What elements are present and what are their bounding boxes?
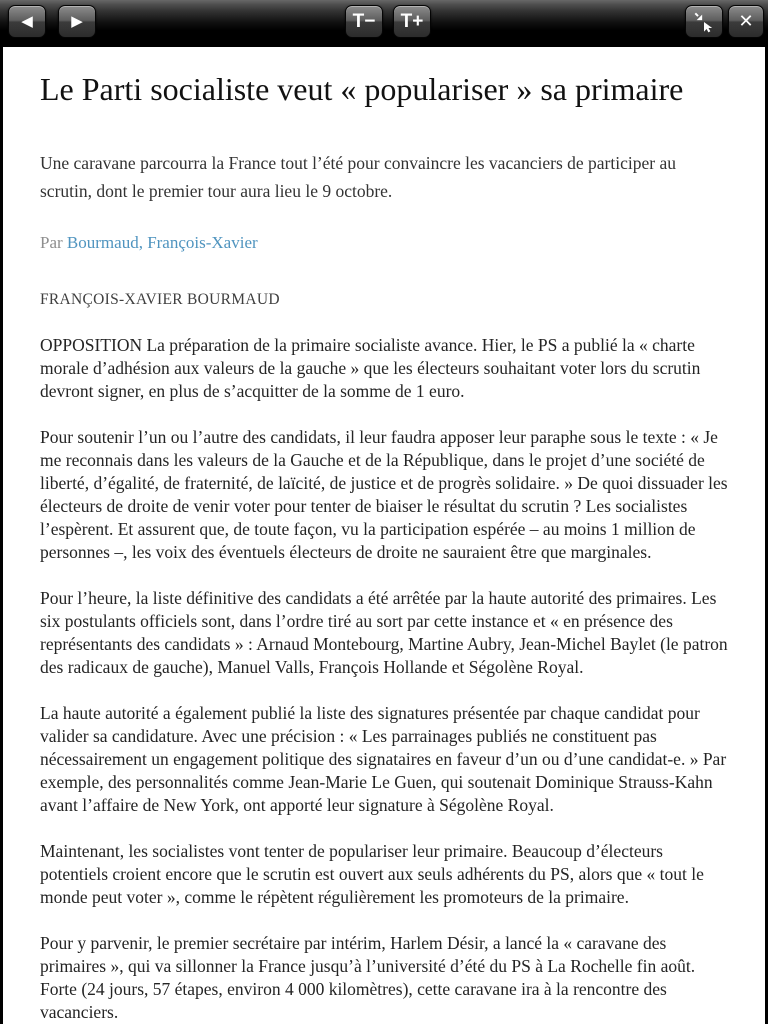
byline-author-link[interactable]: Bourmaud, François-Xavier — [66, 233, 258, 252]
back-icon: ◀ — [21, 12, 33, 30]
collapse-window-icon — [693, 11, 715, 33]
byline — [40, 231, 728, 255]
text-smaller-icon: T− — [352, 11, 376, 32]
article-body — [40, 334, 728, 1024]
toolbar — [0, 0, 768, 47]
close-icon: ✕ — [738, 10, 754, 32]
text-larger-icon: T+ — [400, 11, 424, 32]
byline-prefix: Par — [40, 233, 67, 252]
back-button[interactable] — [8, 5, 46, 38]
article-title: Le Parti socialiste veut « populariser » sa primaire — [40, 71, 684, 107]
decrease-text-size-button[interactable] — [345, 5, 383, 38]
article-paragraph: Pour soutenir l’un ou l’autre des candidats, il leur faudra apposer leur paraphe sous le texte : « Je me reconnais dans les valeurs de la Gauche et de la République, dans le projet d’une société de liberté, d’égalité, de fraternité, de laïcité, de justice et de progrès solidaire. » De quoi dissuader les électeurs de droite de venir voter pour tenter de biaiser le résultat du scrutin ? Les socialistes l’espèrent. Et assurent que, de toute façon, vu la participation espérée – au moins 1 million de personnes –, les voix des éventuels électeurs de droite ne sauraient être que marginales. — [40, 427, 728, 562]
forward-button[interactable] — [58, 5, 96, 38]
article-paragraph: La haute autorité a également publié la liste des signatures présentée par chaque candidat pour valider sa candidature. Avec une précision : « Les parrainages publiés ne constituent pas nécessairement un engagement politique des signataires en faveur d’un ou d’une candidat-e. » Par exemple, des personnalités comme Jean-Marie Le Guen, qui soutenait Dominique Strauss-Kahn avant l’affaire de New York, ont apporté leur signature à Ségolène Royal. — [40, 703, 727, 815]
forward-icon: ▶ — [71, 12, 83, 30]
article-paragraph: OPPOSITION La préparation de la primaire socialiste avance. Hier, le PS a publié la « charte morale d’adhésion aux valeurs de la gauche » que les électeurs souhaitant voter lors du scrutin devront signer, en plus de s’acquitter de la somme de 1 euro. — [40, 335, 701, 401]
article-page — [3, 47, 765, 1024]
increase-text-size-button[interactable] — [393, 5, 431, 38]
article-standfirst: Une caravane parcourra la France tout l’été pour convaincre les vacanciers de participer au scrutin, dont le premier tour aura lieu le 9 octobre. — [40, 153, 676, 201]
close-button[interactable] — [728, 5, 764, 38]
article-paragraph: Pour y parvenir, le premier secrétaire par intérim, Harlem Désir, a lancé la « caravane des primaires », qui va sillonner la France jusqu’à l’université d’été du PS à La Rochelle fin août. Forte (24 jours, 57 étapes, environ 4 000 kilomètres), cette caravane ira à la rencontre des vacanciers. — [40, 933, 696, 1022]
article-paragraph: Maintenant, les socialistes vont tenter de populariser leur primaire. Beaucoup d’électeurs potentiels croient encore que le scrutin est ouvert aux seuls adhérents du PS, alors que « tout le monde peut voter », comme le répètent régulièrement les promoteurs de la primaire. — [40, 841, 704, 907]
author-name-caps: FRANÇOIS-XAVIER BOURMAUD — [40, 291, 280, 308]
collapse-window-button[interactable] — [685, 5, 723, 38]
article-paragraph: Pour l’heure, la liste définitive des candidats a été arrêtée par la haute autorité des primaires. Les six postulants officiels sont, dans l’ordre tiré au sort par cette instance et « en présence des représentants des candidats » : Arnaud Montebourg, Martine Aubry, Jean-Michel Baylet (le patron des radicaux de gauche), Manuel Valls, François Hollande et Ségolène Royal. — [40, 588, 728, 677]
